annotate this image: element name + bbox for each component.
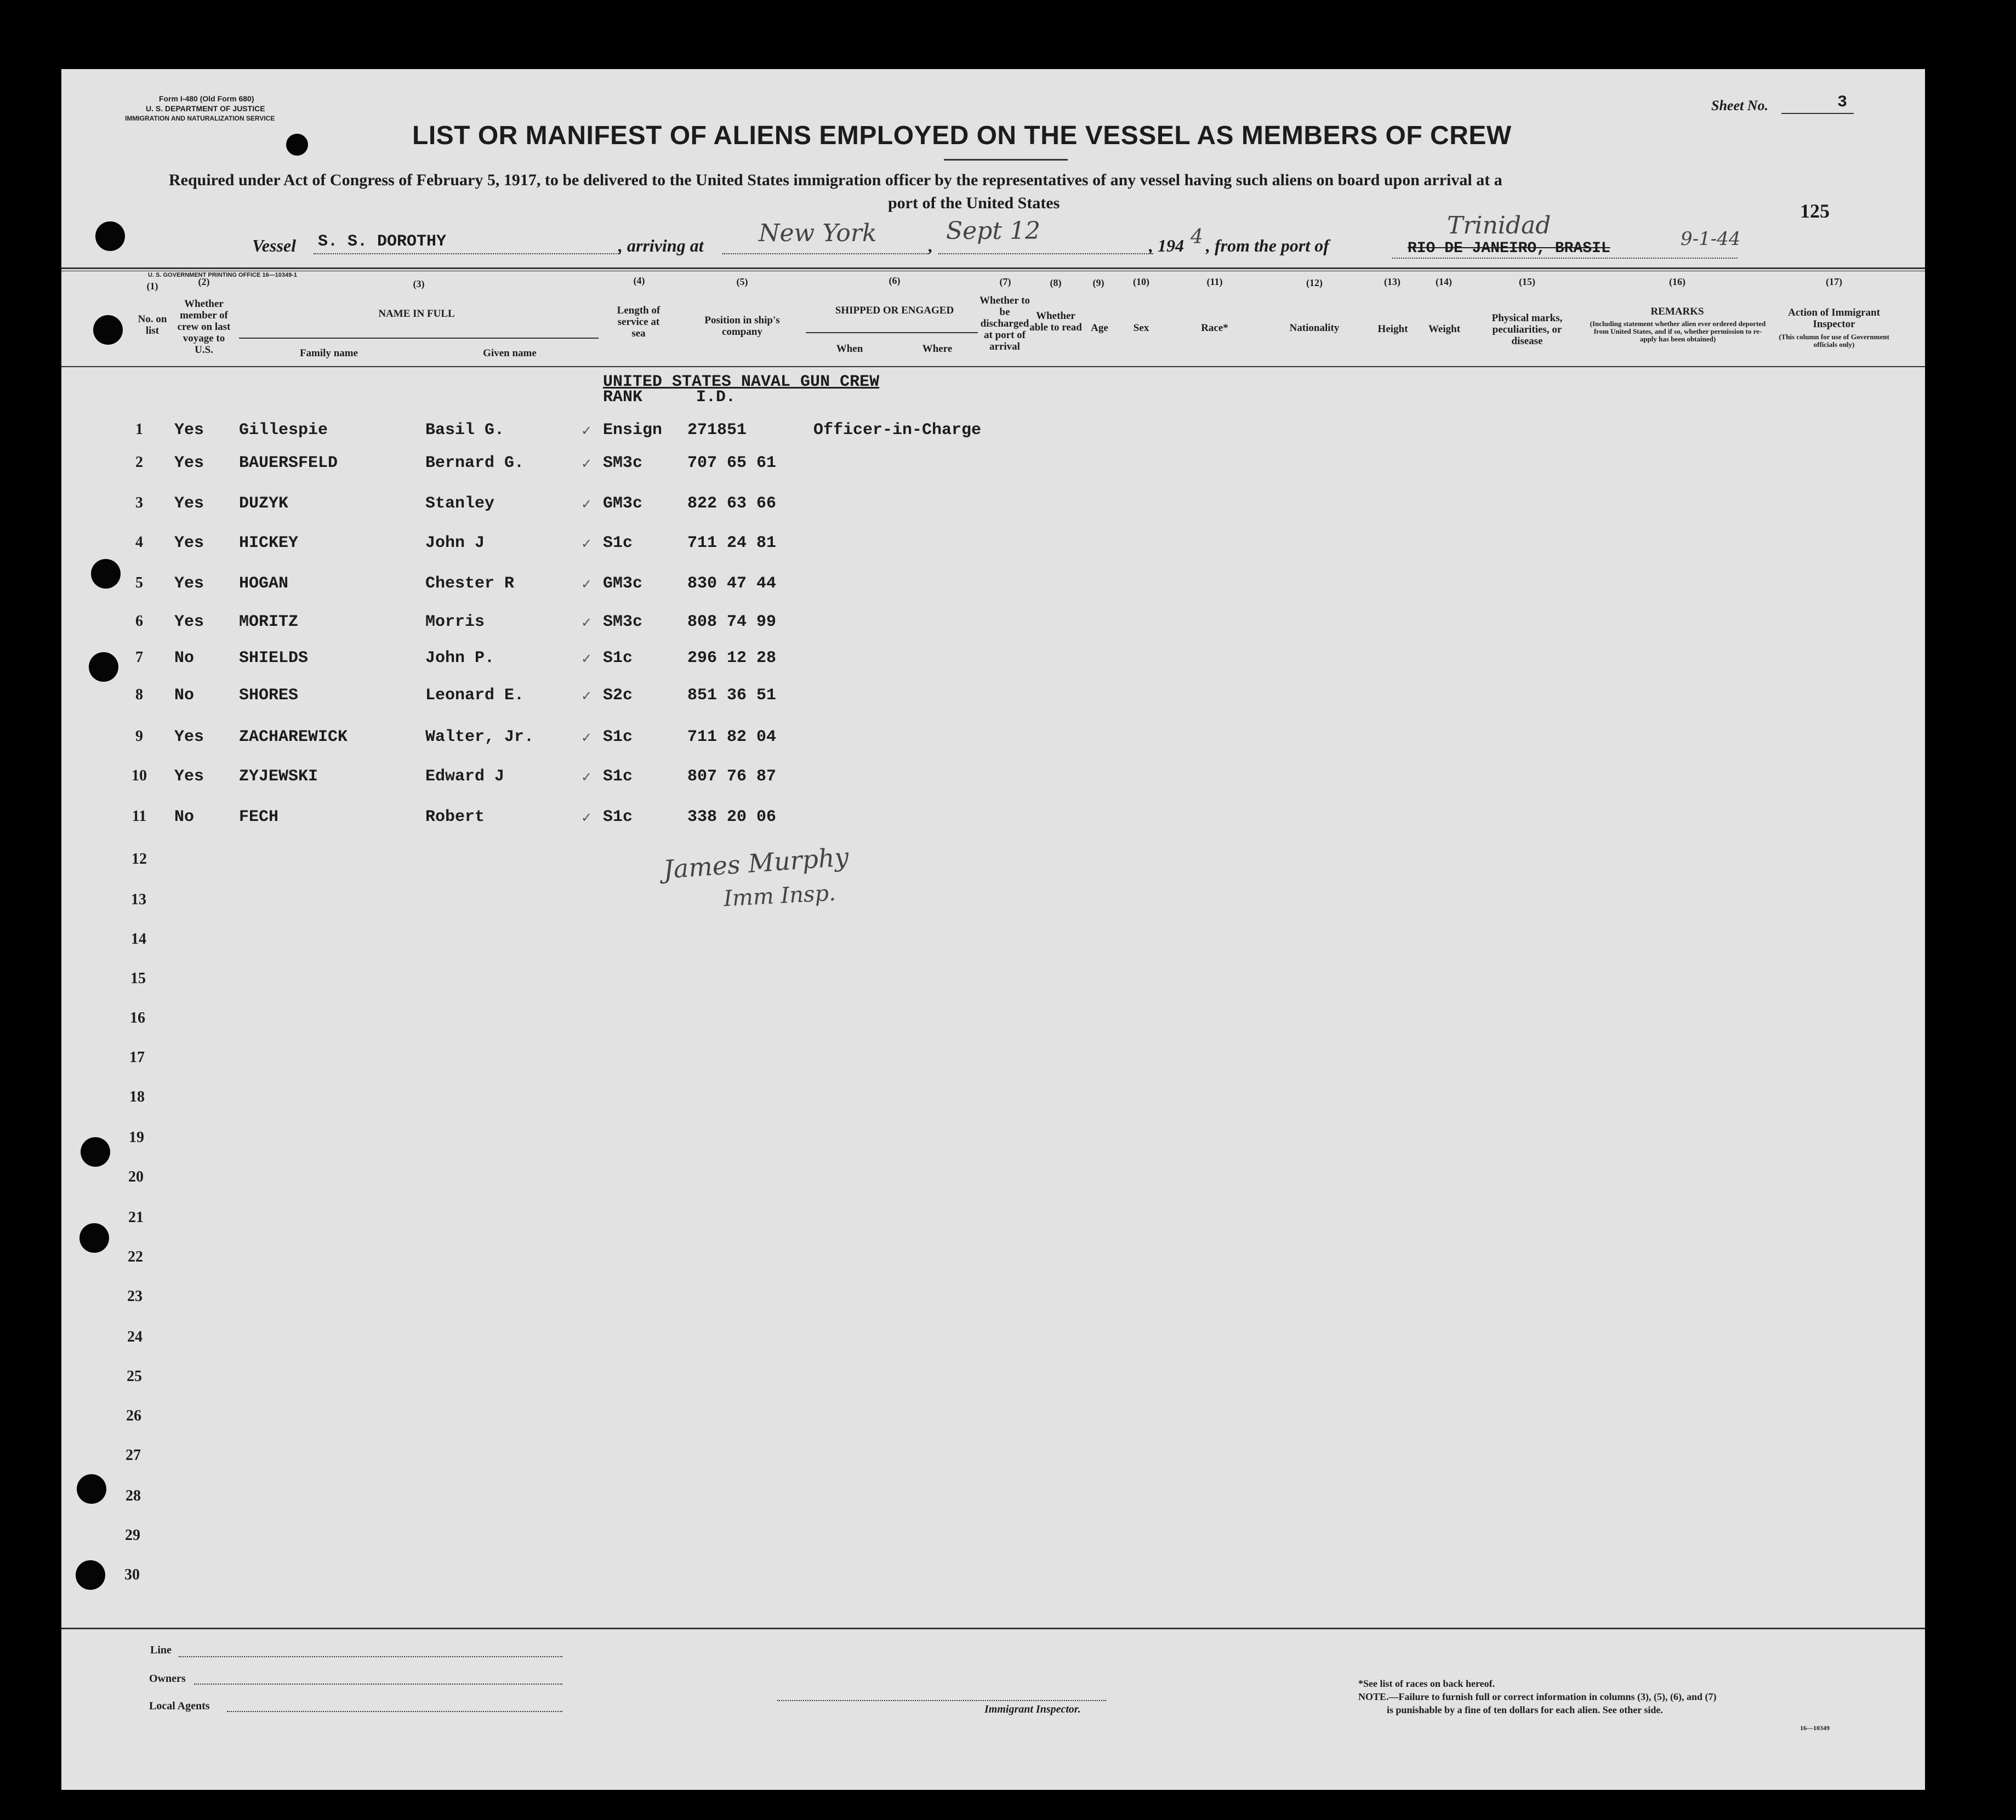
punch-hole: [89, 652, 118, 682]
check-mark-icon: ✓: [581, 810, 593, 825]
row-rank: S1c: [603, 534, 633, 552]
id-label: I.D.: [696, 388, 736, 407]
row-rank: S2c: [603, 686, 633, 705]
form-code: 16—10349: [1800, 1724, 1830, 1732]
row-given-name: Basil G.: [425, 421, 505, 440]
col-no-on-list: No. on list: [138, 313, 167, 336]
vessel-name: S. S. DOROTHY: [318, 232, 447, 251]
row-number: 22: [128, 1248, 143, 1265]
col-age: Age: [1091, 322, 1108, 334]
row-number: 1: [135, 421, 143, 438]
row-number: 15: [130, 970, 146, 987]
col-discharged: Whether to be discharged at port of arrival: [979, 295, 1030, 352]
col-able-to-read: Whether able to read: [1029, 310, 1082, 333]
col-race: Race*: [1201, 322, 1228, 334]
year-prefix: , 194: [1149, 236, 1184, 255]
row-given-name: John J: [425, 534, 485, 552]
check-mark-icon: ✓: [581, 497, 593, 512]
col-inspector-note: (This column for use of Government officials only): [1779, 333, 1889, 349]
col-name-in-full: NAME IN FULL: [378, 308, 455, 320]
check-mark-icon: ✓: [581, 536, 593, 551]
sheet-number: 3: [1837, 93, 1848, 112]
subtitle-line2: port of the United States: [888, 194, 1060, 212]
line-label: Line: [150, 1644, 172, 1656]
row-given-name: John P.: [425, 649, 495, 667]
row-number: 5: [135, 574, 143, 591]
owners-label: Owners: [149, 1673, 186, 1685]
row-rank: S1c: [603, 649, 633, 667]
row-previous-voyage: Yes: [174, 767, 204, 786]
row-family-name: SHIELDS: [239, 649, 309, 667]
row-previous-voyage: Yes: [174, 728, 204, 746]
vessel-label: Vessel: [252, 236, 296, 255]
punch-hole: [286, 134, 308, 156]
check-mark-icon: ✓: [581, 688, 593, 704]
row-rank: GM3c: [603, 574, 643, 593]
col-weight: Weight: [1428, 323, 1461, 335]
row-id: 271851: [687, 421, 747, 440]
row-previous-voyage: No: [174, 686, 195, 705]
col-previous-voyage: Whether member of crew on last voyage to U.S.: [177, 298, 231, 356]
row-given-name: Leonard E.: [425, 686, 525, 705]
punch-hole: [91, 559, 121, 589]
row-previous-voyage: Yes: [174, 494, 204, 513]
races-note: *See list of races on back hereof.: [1358, 1678, 1495, 1689]
row-family-name: MORITZ: [239, 613, 299, 631]
col-shipped-or-engaged: SHIPPED OR ENGAGED: [835, 305, 954, 316]
row-family-name: ZACHAREWICK: [239, 728, 348, 746]
arriving-label: , arriving at: [618, 236, 704, 255]
from-port-label: , from the port of: [1206, 236, 1329, 255]
row-number: 29: [125, 1527, 140, 1544]
punch-hole: [77, 1474, 106, 1504]
rank-label: RANK: [603, 388, 643, 407]
row-number: 3: [135, 494, 143, 511]
row-id: 808 74 99: [687, 613, 777, 631]
row-number: 9: [135, 728, 143, 745]
row-family-name: HICKEY: [239, 534, 299, 552]
row-rank: SM3c: [603, 454, 643, 472]
row-rank: S1c: [603, 767, 633, 786]
row-number: 11: [132, 808, 147, 825]
check-mark-icon: ✓: [581, 730, 593, 745]
col-inspector-action: Action of Immigrant Inspector: [1788, 307, 1880, 330]
col-physical-marks: Physical marks, peculiarities, or disease: [1491, 312, 1563, 347]
row-id: 851 36 51: [687, 686, 777, 705]
inspector-signature: James Murphy: [662, 842, 850, 885]
printing-office: U. S. GOVERNMENT PRINTING OFFICE 16—10349-1: [148, 272, 298, 278]
penalty-note-1: NOTE.—Failure to furnish full or correct information in columns (3), (5), (6), and (7): [1358, 1691, 1717, 1702]
form-id: Form I-480 (Old Form 680): [159, 94, 254, 103]
arrival-date: Sept 12: [946, 217, 1041, 245]
col-family-name: Family name: [299, 347, 358, 359]
col-where: Where: [922, 343, 953, 355]
row-number: 21: [128, 1209, 144, 1226]
row-previous-voyage: Yes: [174, 421, 204, 440]
col-remarks-note: (Including statement whether alien ever ordered deported from United States, and if so, whether permission to re-apply has been obtained): [1590, 320, 1766, 343]
row-id: 830 47 44: [687, 574, 777, 593]
row-number: 2: [135, 454, 143, 471]
row-family-name: ZYJEWSKI: [239, 767, 318, 786]
row-number: 28: [126, 1487, 141, 1504]
punch-hole: [81, 1137, 110, 1167]
row-id: 711 24 81: [687, 534, 777, 552]
row-id: 296 12 28: [687, 649, 777, 667]
row-given-name: Walter, Jr.: [425, 728, 534, 746]
check-mark-icon: ✓: [581, 577, 593, 592]
row-rank: S1c: [603, 728, 633, 746]
page-title: LIST OR MANIFEST OF ALIENS EMPLOYED ON THE VESSEL AS MEMBERS OF CREW: [412, 121, 1512, 150]
row-given-name: Robert: [425, 808, 485, 826]
row-family-name: FECH: [239, 808, 279, 826]
punch-hole: [79, 1223, 109, 1253]
row-given-name: Stanley: [425, 494, 495, 513]
row-id: 711 82 04: [687, 728, 777, 746]
year-digit: 4: [1191, 226, 1203, 248]
subtitle-line1: Required under Act of Congress of February 5, 1917, to be delivered to the United States immigration officer by the representatives of any vessel having such aliens on board upon arrival at a: [169, 171, 1502, 189]
row-family-name: SHORES: [239, 686, 299, 705]
row-number: 17: [129, 1049, 145, 1066]
col-length-of-service: Length of service at sea: [617, 305, 660, 339]
row-previous-voyage: No: [174, 649, 195, 667]
col-nationality: Nationality: [1289, 322, 1340, 334]
check-mark-icon: ✓: [581, 651, 593, 666]
local-agents-label: Local Agents: [149, 1700, 210, 1712]
row-number: 14: [131, 931, 146, 948]
section-heading: UNITED STATES NAVAL GUN CREW: [603, 373, 880, 391]
check-mark-icon: ✓: [581, 615, 593, 630]
inspector-signature-title: Imm Insp.: [722, 880, 836, 912]
sheet-label: Sheet No.: [1711, 98, 1768, 113]
row-number: 8: [135, 686, 143, 703]
row-number: 26: [126, 1407, 141, 1424]
col-given-name: Given name: [483, 347, 537, 359]
row-previous-voyage: Yes: [174, 534, 204, 552]
row-number: 12: [132, 851, 147, 868]
row-previous-voyage: Yes: [174, 574, 204, 593]
punch-hole: [93, 315, 123, 345]
row-id: 807 76 87: [687, 767, 777, 786]
row-family-name: BAUERSFELD: [239, 454, 338, 472]
row-rank: Ensign: [603, 421, 663, 440]
row-number: 6: [135, 613, 143, 630]
row-id: 338 20 06: [687, 808, 777, 826]
row-given-name: Edward J: [425, 767, 505, 786]
row-family-name: Gillespie: [239, 421, 328, 440]
col-sex: Sex: [1133, 322, 1149, 334]
arriving-at: New York: [759, 219, 877, 247]
row-number: 4: [135, 534, 143, 551]
row-family-name: DUZYK: [239, 494, 289, 513]
row-rank: SM3c: [603, 613, 643, 631]
port-date: 9-1-44: [1681, 228, 1741, 250]
check-mark-icon: ✓: [581, 769, 593, 785]
row-number: 7: [135, 649, 143, 666]
row-given-name: Chester R: [425, 574, 515, 593]
service: IMMIGRATION AND NATURALIZATION SERVICE: [125, 115, 275, 122]
row-previous-voyage: No: [174, 808, 195, 826]
row-number: 20: [128, 1168, 144, 1185]
row-family-name: HOGAN: [239, 574, 289, 593]
row-number: 16: [130, 1009, 145, 1026]
immigrant-inspector-label: Immigrant Inspector.: [984, 1703, 1081, 1715]
row-number: 27: [126, 1447, 141, 1464]
row-previous-voyage: Yes: [174, 613, 204, 631]
punch-hole: [76, 1560, 105, 1590]
row-number: 25: [127, 1368, 142, 1385]
row-number: 10: [132, 767, 147, 784]
row-previous-voyage: Yes: [174, 454, 204, 472]
department: U. S. DEPARTMENT OF JUSTICE: [146, 104, 265, 113]
col-position: Position in ship's company: [704, 315, 780, 338]
row-given-name: Morris: [425, 613, 485, 631]
port-handwritten: Trinidad: [1447, 212, 1551, 239]
row-number: 24: [127, 1328, 143, 1345]
row-rank: S1c: [603, 808, 633, 826]
col-when: When: [836, 343, 863, 355]
row-rank: GM3c: [603, 494, 643, 513]
row-number: 18: [129, 1088, 145, 1105]
check-mark-icon: ✓: [581, 456, 593, 471]
row-number: 23: [127, 1288, 143, 1305]
penalty-note-2: is punishable by a fine of ten dollars for each alien. See other side.: [1387, 1704, 1663, 1715]
punch-hole: [95, 221, 125, 251]
page-number: 125: [1800, 200, 1830, 222]
row-number: 13: [131, 891, 146, 908]
row-note: Officer-in-Charge: [813, 421, 982, 440]
col-remarks: REMARKS: [1650, 306, 1704, 317]
check-mark-icon: ✓: [581, 423, 593, 438]
row-number: 19: [129, 1129, 144, 1146]
port-typed: RIO DE JANEIRO, BRASIL: [1408, 240, 1610, 257]
row-number: 30: [124, 1566, 140, 1583]
col-height: Height: [1377, 323, 1408, 335]
row-id: 707 65 61: [687, 454, 777, 472]
row-id: 822 63 66: [687, 494, 777, 513]
row-given-name: Bernard G.: [425, 454, 525, 472]
